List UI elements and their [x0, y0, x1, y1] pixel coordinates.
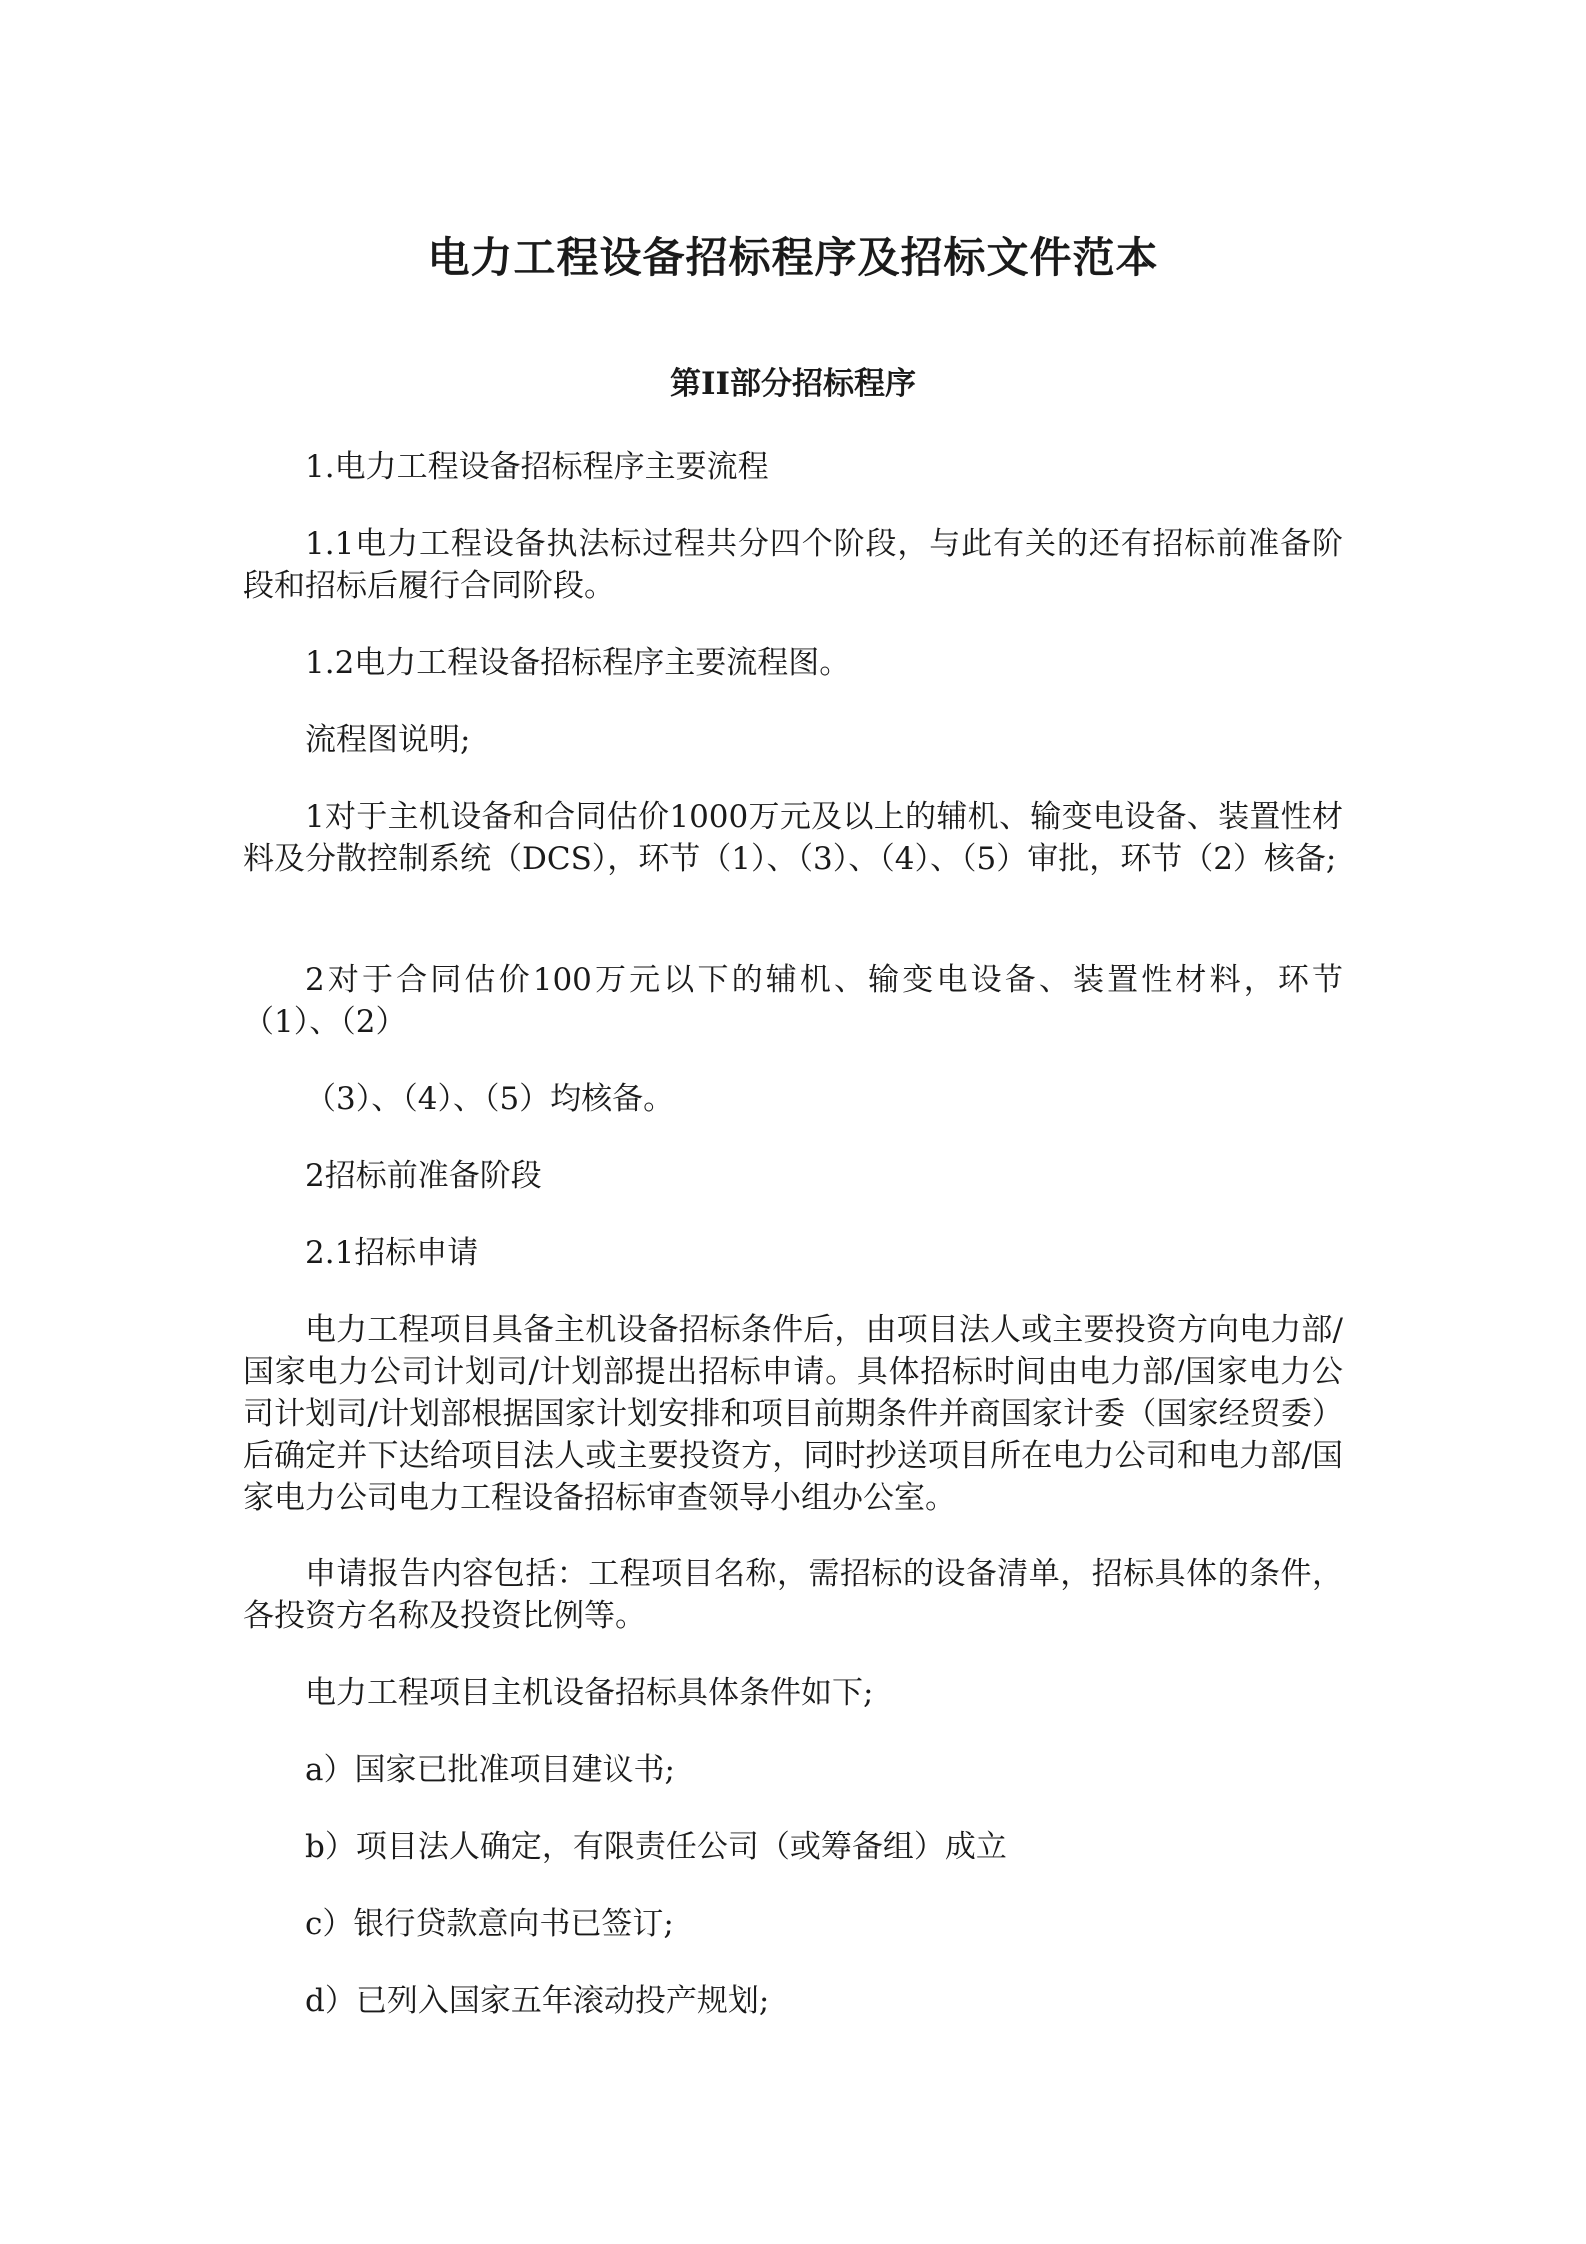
paragraph-note-1: 1对于主机设备和合同估价1000万元及以上的辅机、输变电设备、装置性材料及分散控制系统（DCS），环节（1）、（3）、（4）、（5）审批，环节（2）核备; — [243, 799, 1343, 877]
paragraph-flowchart-note: 流程图说明; — [305, 722, 471, 758]
paragraph-1-1: 1.1电力工程设备执法标过程共分四个阶段，与此有关的还有招标前准备阶段和招标后履行合同阶段。 — [243, 526, 1343, 604]
list-item-b: b）项目法人确定，有限责任公司（或筹备组）成立 — [305, 1829, 1007, 1865]
paragraph-heading-2: 2招标前准备阶段 — [305, 1158, 542, 1194]
list-item-a: a）国家已批准项目建议书; — [305, 1752, 675, 1788]
list-item-d: d）已列入国家五年滚动投产规划; — [305, 1983, 770, 2019]
paragraph-1-2: 1.2电力工程设备招标程序主要流程图。 — [305, 645, 851, 681]
paragraph-note-2-cont: （3）、（4）、（5）均核备。 — [305, 1081, 675, 1117]
list-item-c: c）银行贷款意向书已签订; — [305, 1906, 674, 1942]
paragraph-conditions-intro: 电力工程项目主机设备招标具体条件如下; — [305, 1675, 874, 1711]
paragraph-note-2: 2对于合同估价100万元以下的辅机、输变电设备、装置性材料，环节（1）、（2） — [243, 962, 1343, 1040]
paragraph-heading-2-1: 2.1招标申请 — [305, 1235, 479, 1271]
section-subtitle: 第II部分招标程序 — [669, 366, 916, 402]
paragraph-heading-1: 1.电力工程设备招标程序主要流程 — [305, 449, 769, 485]
paragraph-report-content: 申请报告内容包括：工程项目名称，需招标的设备清单，招标具体的条件，各投资方名称及投资比例等。 — [243, 1556, 1343, 1634]
document-title: 电力工程设备招标程序及招标文件范本 — [427, 233, 1159, 282]
paragraph-application: 电力工程项目具备主机设备招标条件后，由项目法人或主要投资方向电力部/国家电力公司计划司/计划部提出招标申请。具体招标时间由电力部/国家电力公司计划司/计划部根据国家计划安排和项目前期条件并商国家计委（国家经贸委）后确定并下达给项目法人或主要投资方，同时抄送项目所在电力公司和电力部/国家电力公司电力工程设备招标审查领导小组办公室。 — [243, 1312, 1343, 1516]
